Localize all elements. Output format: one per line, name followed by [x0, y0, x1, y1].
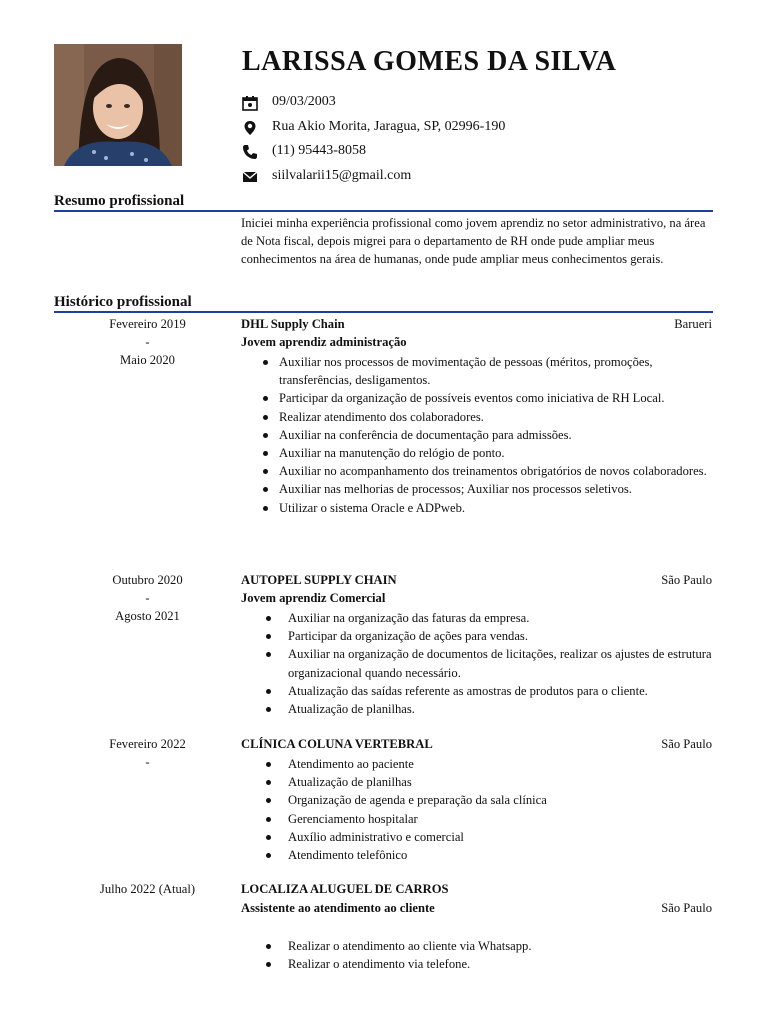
- list-item: Atualização de planilhas: [288, 773, 720, 791]
- job-date-separator: -: [145, 591, 150, 605]
- address: Rua Akio Morita, Jaragua, SP, 02996-190: [272, 119, 506, 134]
- profile-photo: [54, 44, 182, 166]
- job-date-start: Outubro 2020: [112, 573, 183, 587]
- phone-icon: [242, 144, 258, 160]
- job-tasks-list: [288, 937, 720, 973]
- job-city: São Paulo: [661, 573, 712, 587]
- location-pin-icon: [242, 120, 258, 136]
- email: siilvalarii15@gmail.com: [272, 168, 412, 183]
- job-city: Barueri: [674, 317, 712, 331]
- job-date-start: Fevereiro 2022: [109, 737, 186, 751]
- list-item: Auxiliar na conferência de documentação para admissões.: [279, 426, 719, 444]
- history-divider: [54, 311, 713, 313]
- list-item: Auxiliar no acompanhamento dos treinamentos obrigatórios de novos colaboradores.: [279, 462, 719, 480]
- job-tasks-list: [288, 755, 720, 864]
- job-city: São Paulo: [661, 901, 712, 915]
- list-item: Participar da organização de possíveis eventos como iniciativa de RH Local.: [279, 389, 719, 407]
- list-item: Participar da organização de ações para vendas.: [288, 627, 720, 645]
- job-date-start: Julho 2022 (Atual): [99, 882, 196, 896]
- job-company: AUTOPEL SUPPLY CHAIN: [241, 573, 397, 587]
- job-role: Assistente ao atendimento ao cliente: [241, 901, 435, 915]
- list-item: Atendimento ao paciente: [288, 755, 720, 773]
- list-item: Gerenciamento hospitalar: [288, 810, 720, 828]
- job-city: São Paulo: [661, 737, 712, 751]
- list-item: Auxiliar na organização das faturas da empresa.: [288, 609, 720, 627]
- job-role: Jovem aprendiz Comercial: [241, 591, 386, 605]
- job-date-separator: -: [145, 335, 150, 349]
- job-company: CLÍNICA COLUNA VERTEBRAL: [241, 737, 433, 751]
- list-item: Auxiliar nos processos de movimentação de pessoas (méritos, promoções, transferências, desligamentos.: [279, 353, 719, 389]
- list-item: Realizar o atendimento via telefone.: [288, 955, 720, 973]
- summary-text: Iniciei minha experiência profissional como jovem aprendiz no setor administrativo, na área de Nota fiscal, depois migrei para o departamento de RH onde pude ampliar meus conhecimentos na área de humanas, onde pude ampliar meus conhecimentos gerais.: [241, 216, 706, 266]
- job-tasks-list: [279, 353, 719, 517]
- list-item: Atualização das saídas referente as amostras de produtos para o cliente.: [288, 682, 720, 700]
- list-item: Atualização de planilhas.: [288, 700, 720, 718]
- list-item: Utilizar o sistema Oracle e ADPweb.: [279, 499, 719, 517]
- job-date-start: Fevereiro 2019: [109, 317, 186, 331]
- list-item: Organização de agenda e preparação da sala clínica: [288, 791, 720, 809]
- job-date-end: Maio 2020: [120, 353, 175, 367]
- list-item: Atendimento telefônico: [288, 846, 720, 864]
- list-item: Auxiliar na manutenção do relógio de ponto.: [279, 444, 719, 462]
- list-item: Auxiliar na organização de documentos de licitações, realizar os ajustes de estrutura organizacional quando necessário.: [288, 645, 720, 681]
- candidate-name: LARISSA GOMES DA SILVA: [242, 46, 617, 77]
- job-tasks-list: [288, 609, 720, 718]
- list-item: Auxílio administrativo e comercial: [288, 828, 720, 846]
- envelope-icon: [242, 169, 258, 185]
- summary-divider: [54, 210, 713, 212]
- phone: (11) 95443-8058: [272, 143, 366, 158]
- list-item: Auxiliar nas melhorias de processos; Auxiliar nos processos seletivos.: [279, 480, 719, 498]
- job-date-separator: -: [145, 755, 150, 769]
- job-company: DHL Supply Chain: [241, 317, 345, 331]
- job-date-end: Agosto 2021: [115, 609, 180, 623]
- list-item: Realizar atendimento dos colaboradores.: [279, 408, 719, 426]
- history-title: Histórico profissional: [54, 294, 192, 310]
- summary-title: Resumo profissional: [54, 193, 185, 209]
- calendar-icon: [242, 95, 258, 111]
- birthdate: 09/03/2003: [272, 94, 336, 109]
- list-item: Realizar o atendimento ao cliente via Whatsapp.: [288, 937, 720, 955]
- job-company: LOCALIZA ALUGUEL DE CARROS: [241, 882, 449, 896]
- job-role: Jovem aprendiz administração: [241, 335, 407, 349]
